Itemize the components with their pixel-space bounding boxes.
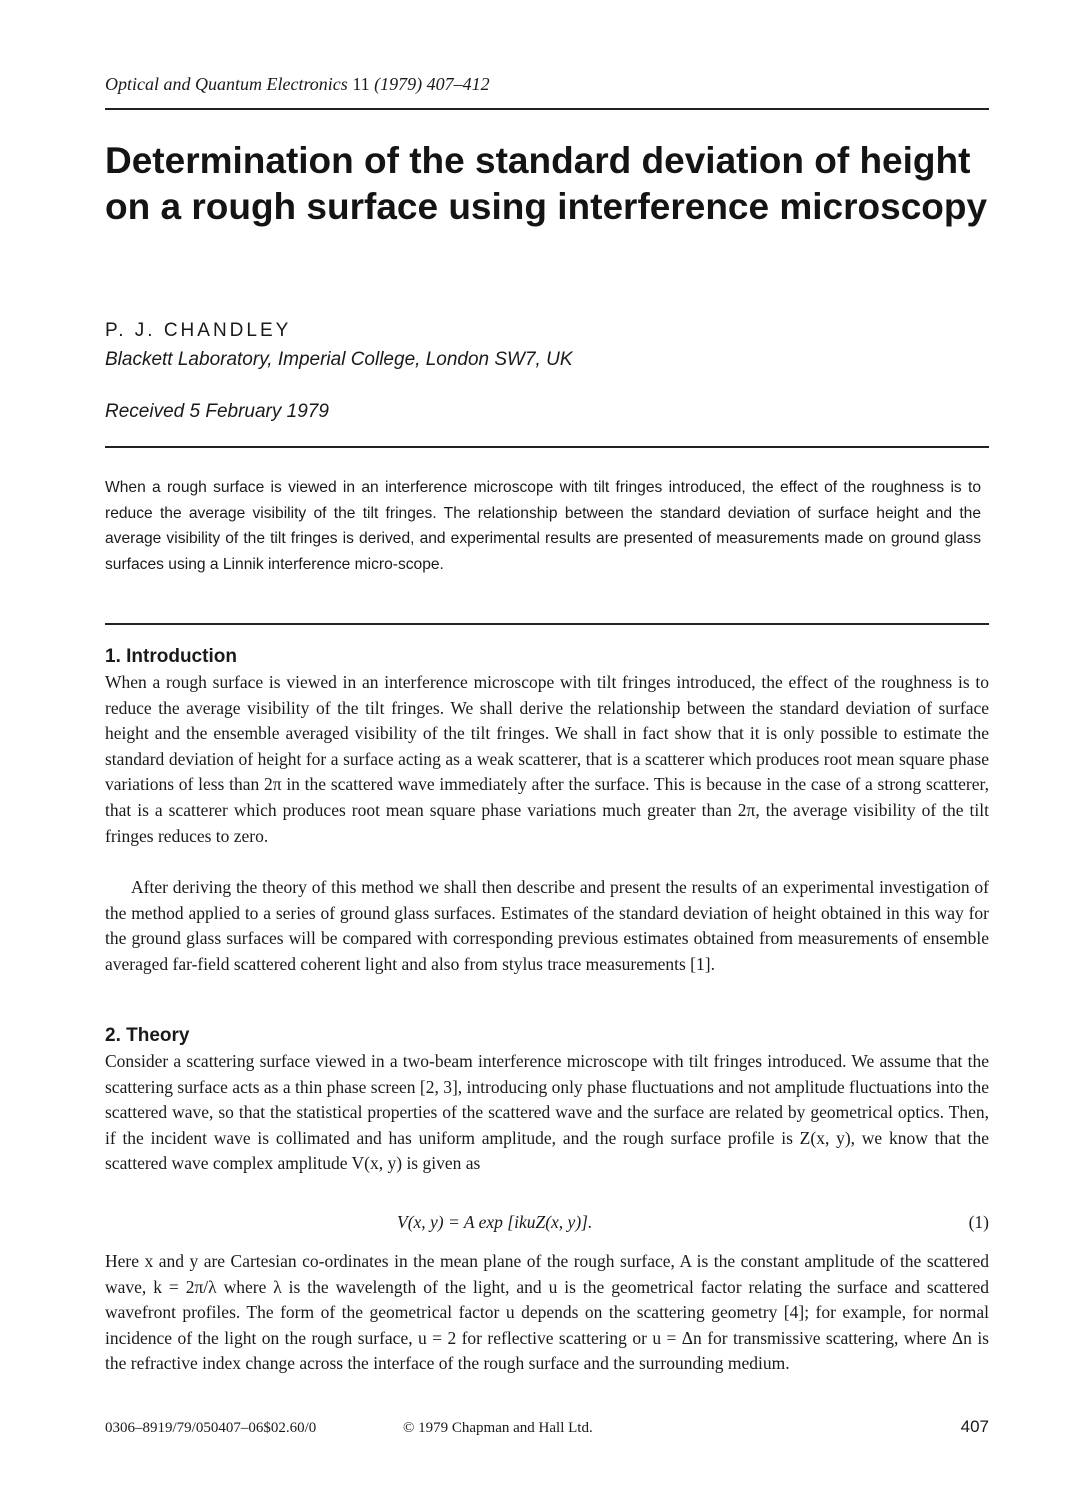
abstract: When a rough surface is viewed in an interference microscope with tilt fringes introduced, the effect of the roughness is to reduce the average visibility of the tilt fringes. The relationship between the standard deviation of surface height and the average visibility of the tilt fringes is derived, and experimental results are presented of measurements made on ground glass surfaces using a Linnik interference micro-scope. bbox=[105, 479, 981, 573]
journal-year-pages: (1979) 407–412 bbox=[374, 74, 490, 94]
section-heading-theory: 2. Theory bbox=[105, 1025, 190, 1046]
footer-code: 0306–8919/79/050407–06$02.60/0 bbox=[105, 1420, 317, 1436]
received-date: Received 5 February 1979 bbox=[105, 401, 329, 422]
header-rule bbox=[105, 108, 989, 110]
intro-paragraph-1: When a rough surface is viewed in an interference microscope with tilt fringes introduced, the effect of the roughness is to reduce the average visibility of the tilt fringes. We shall derive the relationship between the standard deviation of surface height and the ensemble averaged visibility of the tilt fringes. We shall in fact show that it is only possible to estimate the standard deviation of height for a surface acting as a weak scatterer, that is a scatterer which produces root mean square phase variations of less than 2π in the scattered wave immediately after the surface. This is because in the case of a strong scatterer, that is a scatterer which produces root mean square phase variations much greater than 2π, the average visibility of the tilt fringes reduces to zero. bbox=[105, 672, 989, 846]
equation-1 bbox=[105, 1212, 989, 1238]
abstract-top-rule bbox=[105, 446, 989, 448]
footer-copyright: © 1979 Chapman and Hall Ltd. bbox=[403, 1420, 593, 1436]
theory-paragraph-1: Consider a scattering surface viewed in a two-beam interference microscope with tilt fringes introduced. We assume that the scattering surface acts as a thin phase screen [2, 3], introducing only phase fluctuations and not amplitude fluctuations into the scattered wave, so that the statistical properties of the scattered wave and the surface are related by geometrical optics. Then, if the incident wave is collimated and has uniform amplitude, and the rough surface profile is Z(x, y), we know that the scattered wave complex amplitude V(x, y) is given as bbox=[105, 1051, 989, 1174]
article-title: Determination of the standard deviation of height on a rough surface using interference microscopy bbox=[105, 140, 988, 227]
equation-expression: V(x, y) = A exp [ikuZ(x, y)]. bbox=[397, 1212, 593, 1232]
equation-number: (1) bbox=[968, 1212, 989, 1232]
intro-paragraph-2: After deriving the theory of this method we shall then describe and present the results of an experimental investigation of the method applied to a series of ground glass surfaces. Estimates of the standard deviation of height obtained in this way for the ground glass surfaces will be compared with corresponding previous estimates obtained from measurements of ensemble averaged far-field scattered coherent light and also from stylus trace measurements [1]. bbox=[105, 877, 989, 974]
author-affiliation: Blackett Laboratory, Imperial College, London SW7, UK bbox=[105, 349, 573, 370]
page-number: 407 bbox=[960, 1417, 989, 1436]
section-heading-introduction: 1. Introduction bbox=[105, 646, 237, 667]
author-name: P. J. CHANDLEY bbox=[105, 320, 292, 341]
journal-volume: 11 bbox=[352, 74, 370, 94]
journal-name: Optical and Quantum Electronics bbox=[105, 74, 348, 94]
theory-paragraph-2: Here x and y are Cartesian co-ordinates in the mean plane of the rough surface, A is the constant amplitude of the scattered wave, k = 2π/λ where λ is the wavelength of the light, and u is the geometrical factor relating the surface and scattered wavefront profiles. The form of the geometrical factor u depends on the scattering geometry [4]; for example, for normal incidence of the light on the rough surface, u = 2 for reflective scattering or u = Δn for transmissive scattering, where Δn is the refractive index change across the interface of the rough surface and the surrounding medium. bbox=[105, 1251, 989, 1374]
abstract-bottom-rule bbox=[105, 623, 989, 625]
journal-citation bbox=[105, 74, 490, 95]
